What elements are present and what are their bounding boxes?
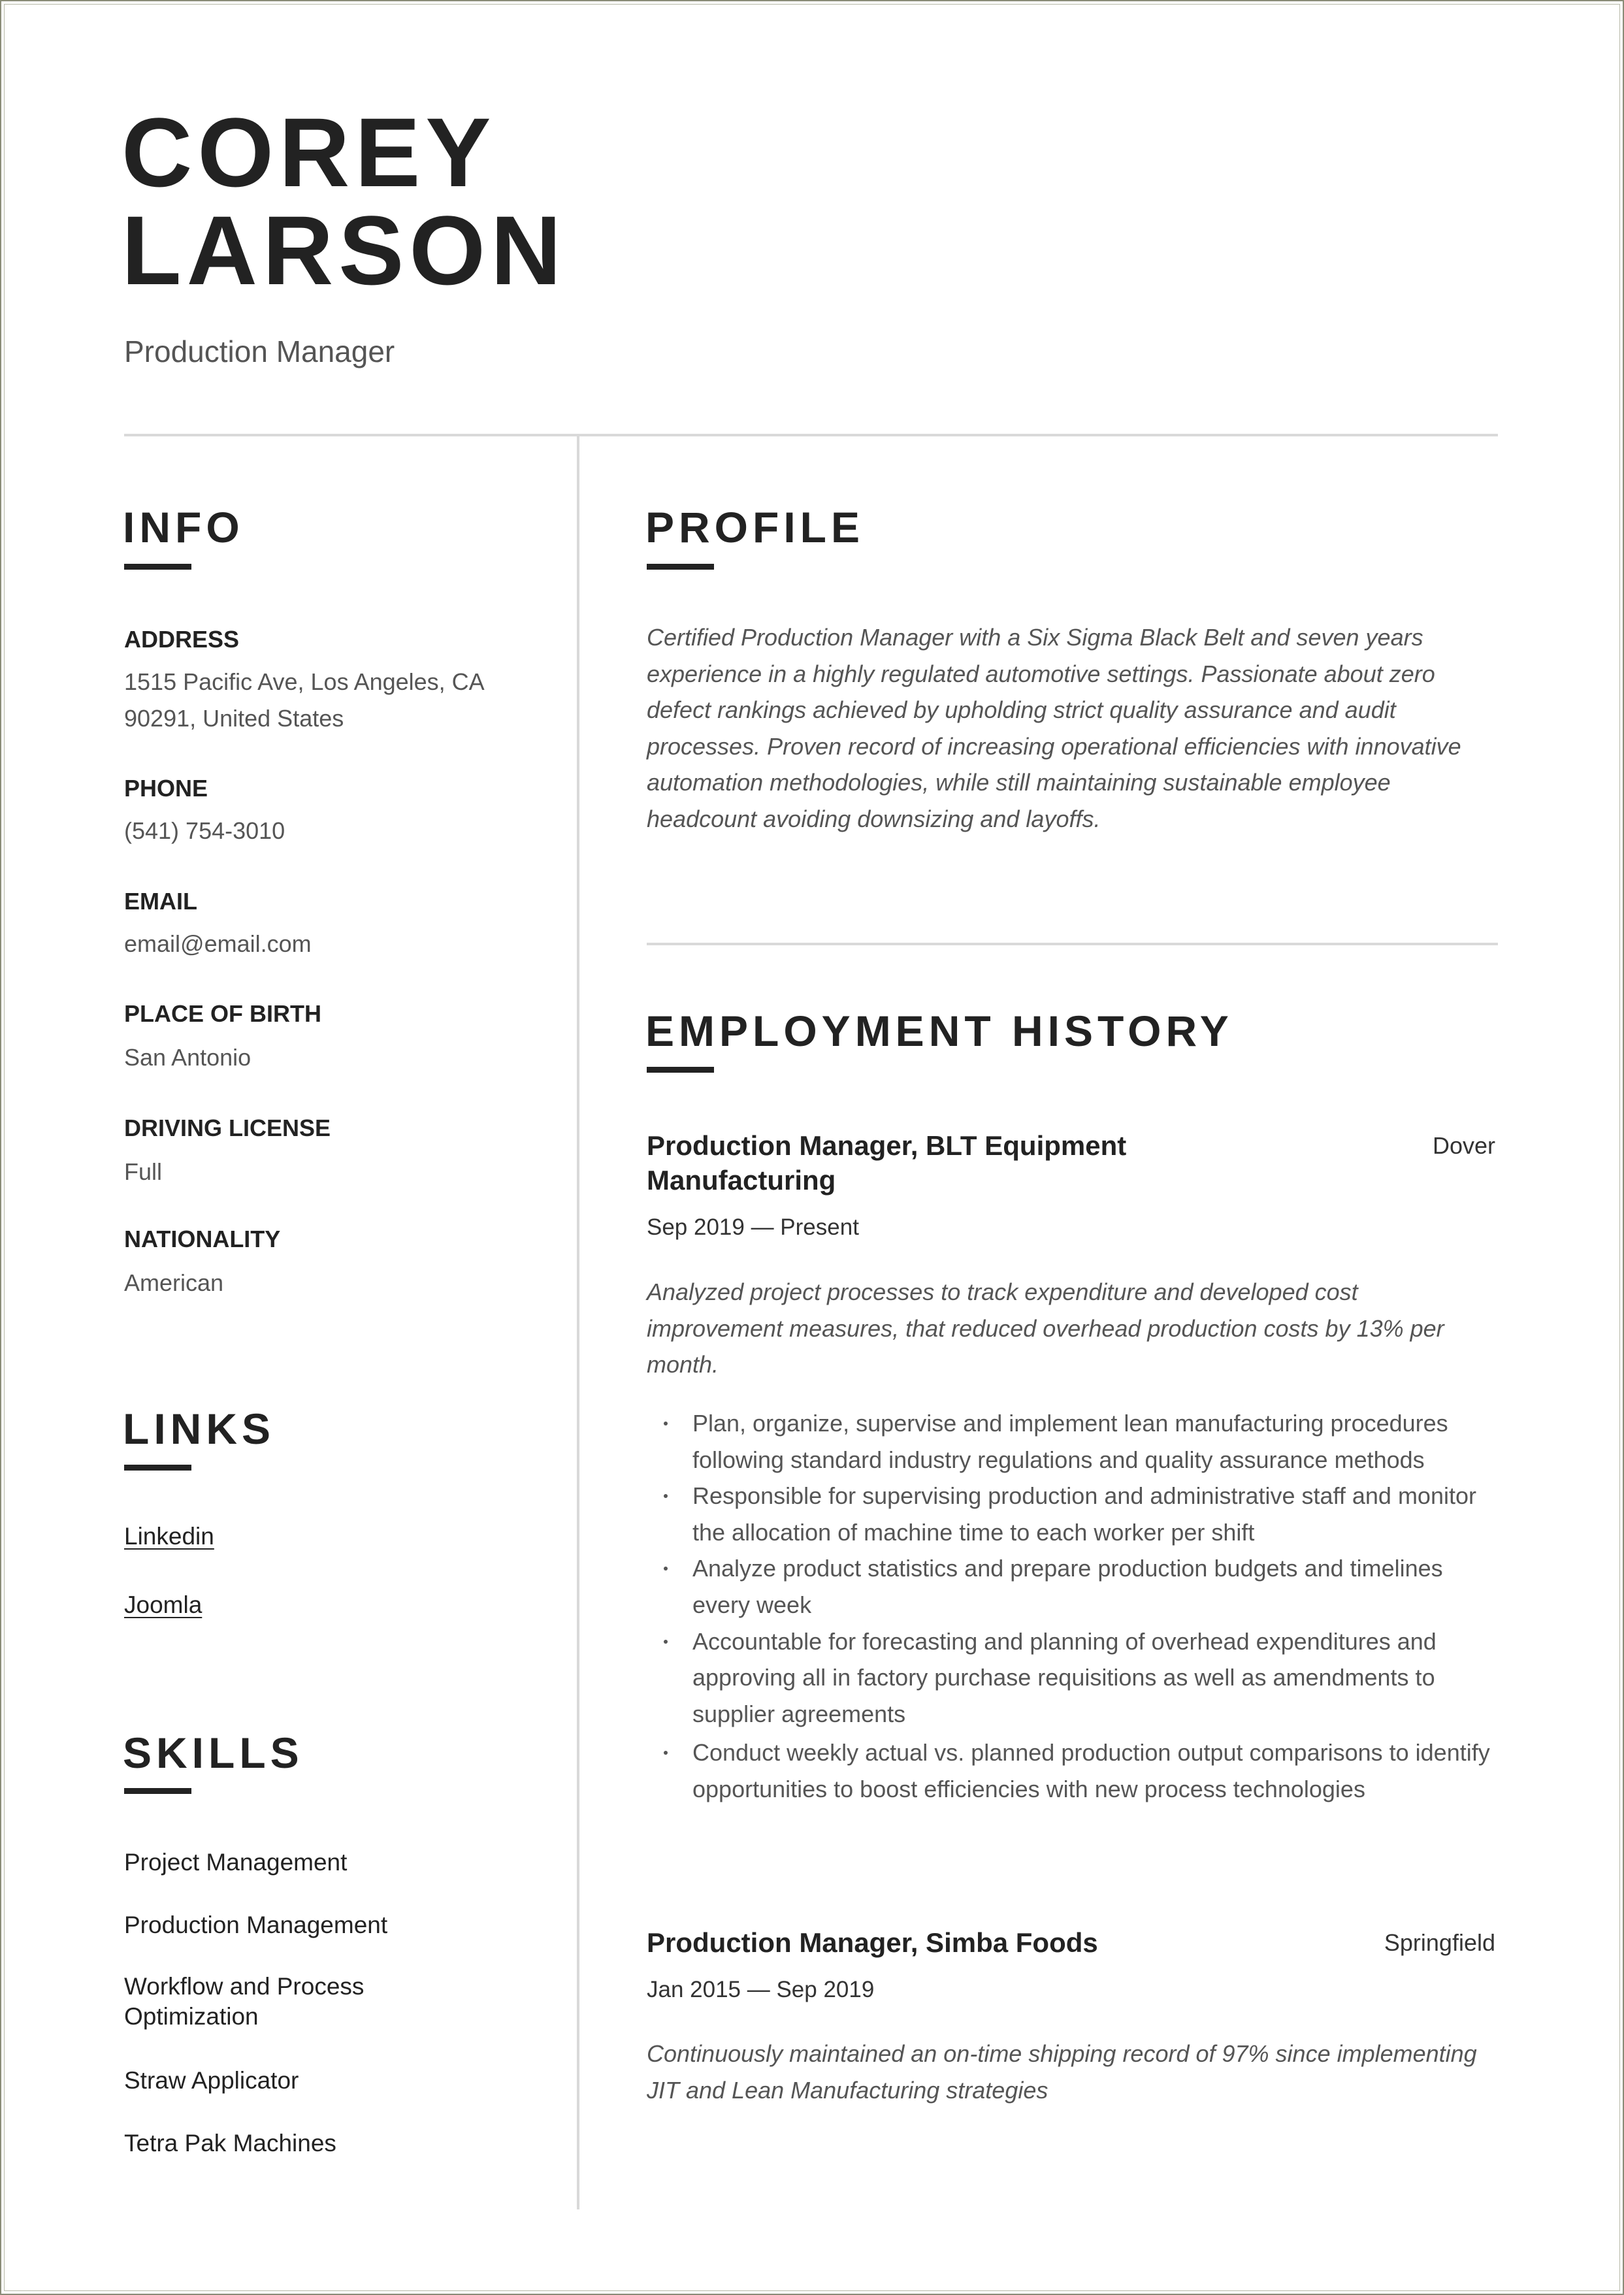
bullet-icon (664, 1751, 668, 1755)
job-title: Production Manager, BLT Equipment Manufacturing (647, 1130, 1127, 1196)
link-joomla[interactable]: Joomla (124, 1591, 203, 1618)
employment-heading: EMPLOYMENT HISTORY (645, 1007, 1233, 1055)
job-bullet: Analyze product statistics and prepare production budgets and timelines every week (647, 1550, 1498, 1623)
place-of-birth-value: San Antonio (124, 1044, 252, 1071)
skills-heading-underline (124, 1788, 191, 1794)
bullet-icon (664, 1640, 668, 1644)
profile-divider (647, 943, 1498, 945)
job-title: Production Manager, Simba Foods (647, 1927, 1098, 1958)
skill-item: Project Management (124, 1849, 348, 1876)
bullet-icon (664, 1422, 668, 1425)
phone-label: PHONE (124, 775, 208, 802)
job-bullet-list (647, 1405, 1498, 1808)
info-heading-underline (124, 564, 191, 570)
first-name: COREY (122, 97, 496, 207)
nationality-label: NATIONALITY (124, 1226, 281, 1252)
bullet-icon (664, 1494, 668, 1498)
profile-heading: PROFILE (645, 503, 865, 551)
job-bullet: Conduct weekly actual vs. planned production output comparisons to identify opportunities to boost efficiencies with new process technologies (647, 1734, 1498, 1807)
last-name: LARSON (122, 195, 567, 305)
job-dates: Jan 2015 — Sep 2019 (647, 1977, 875, 2002)
headline-job-title: Production Manager (124, 334, 395, 368)
job-city: Springfield (1384, 1929, 1495, 1956)
profile-text: Certified Production Manager with a Six Sigma Black Belt and seven years experience in a highly regulated automotive settings. Passionate about zero defect rankings achieved by upholding strict quality assurance and audit processes. Proven record of increasing operational efficiencies with innovative automation methodologies, while still maintaining sustainable employee headcount avoiding downsizing and layoffs. (647, 624, 1461, 832)
email-value: email@email.com (124, 930, 312, 957)
job-summary: Continuously maintained an on-time shipping record of 97% since implementing JIT and Lean Manufacturing strategies (647, 2040, 1477, 2104)
job-bullet: Responsible for supervising production and administrative staff and monitor the allocation of machine time to each worker per shift (647, 1478, 1498, 1550)
place-of-birth-label: PLACE OF BIRTH (124, 1000, 321, 1027)
links-heading: LINKS (123, 1405, 275, 1453)
nationality-value: American (124, 1269, 224, 1296)
employment-heading-underline (647, 1067, 714, 1073)
driving-license-label: DRIVING LICENSE (124, 1115, 331, 1141)
skills-heading: SKILLS (123, 1729, 304, 1777)
job-bullet: Plan, organize, supervise and implement lean manufacturing procedures following standard industry regulations and quality assurance methods (647, 1405, 1498, 1478)
bullet-icon (664, 1567, 668, 1571)
job-dates: Sep 2019 — Present (647, 1214, 859, 1240)
job-summary: Analyzed project processes to track expenditure and developed cost improvement measures, that reduced overhead production costs by 13% per month. (647, 1278, 1444, 1378)
links-heading-underline (124, 1465, 191, 1471)
job-city: Dover (1432, 1132, 1495, 1159)
header-divider (124, 434, 1498, 436)
skill-item: Straw Applicator (124, 2067, 299, 2094)
driving-license-value: Full (124, 1158, 163, 1185)
skill-item: Tetra Pak Machines (124, 2130, 336, 2157)
profile-heading-underline (647, 564, 714, 570)
email-label: EMAIL (124, 888, 197, 915)
phone-value: (541) 754-3010 (124, 817, 285, 844)
job-bullet: Accountable for forecasting and planning of overhead expenditures and approving all in factory purchase requisitions as well as amendments to supplier agreements (647, 1623, 1498, 1733)
info-heading: INFO (123, 503, 244, 551)
address-label: ADDRESS (124, 626, 240, 653)
column-divider (577, 435, 579, 2209)
skill-item: Workflow and Process Optimization (124, 1973, 365, 2030)
address-value: 1515 Pacific Ave, Los Angeles, CA 90291, United States (124, 668, 483, 732)
skill-item: Production Management (124, 1912, 388, 1938)
link-linkedin[interactable]: Linkedin (124, 1523, 214, 1550)
